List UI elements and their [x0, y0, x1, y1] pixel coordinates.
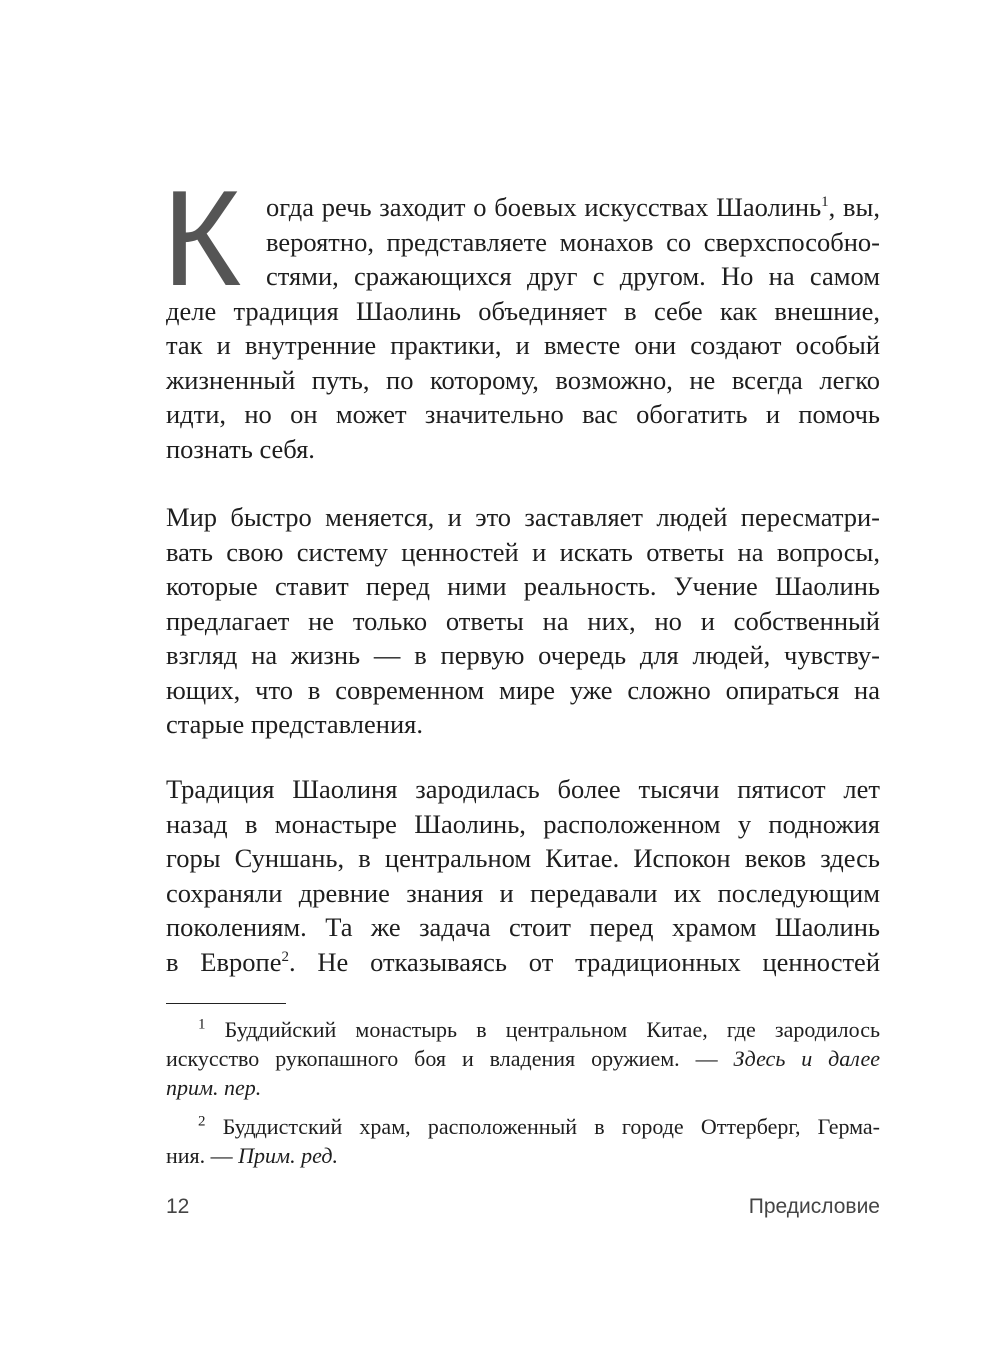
paragraph-1	[166, 190, 880, 466]
text-line: огда речь заходит о боевых искусствах Шаолинь$^1$, вы,	[266, 192, 880, 222]
footnote-divider	[166, 1003, 286, 1004]
footnotes	[166, 1015, 880, 1170]
text-line: взгляд на жизнь — в первую очередь для людей, чувству-	[166, 640, 880, 670]
text-line: деле традиция Шаолинь объединяет в себе как внешние,	[166, 295, 880, 326]
text-line: горы Суншань, в центральном Китае. Испокон веков здесь	[166, 843, 880, 873]
text-line: старые представления.	[166, 709, 423, 739]
text-line: познать себя.	[166, 433, 315, 464]
text-line: которые ставит перед ними реальность. Учение Шаолинь	[166, 571, 880, 601]
text-line: предлагает не только ответы на них, но и собственный	[166, 605, 880, 636]
footnote-line: $^1$ Буддийский монастырь в центральном Китае, где зародилось	[198, 1016, 880, 1042]
footnote-1	[166, 1015, 880, 1102]
footnote-number: 1	[198, 1016, 206, 1033]
footnote-2	[166, 1112, 880, 1170]
footnote-line: ния. — Прим. ред.	[166, 1143, 338, 1168]
text-line: вероятно, представляете монахов со сверхспособно-	[266, 226, 880, 257]
footnote-ref: 2	[281, 948, 289, 965]
paragraph-3	[166, 772, 880, 979]
text-line: идти, но он может значительно вас обогатить и помочь	[166, 399, 880, 429]
drop-cap: К	[162, 162, 242, 314]
footnote-line: искусство рукопашного боя и владения оружием. — Здесь и далее	[166, 1046, 880, 1071]
paragraph-2	[166, 500, 880, 742]
footnote-number: 2	[198, 1113, 206, 1130]
footnote-line: $^2$ Буддистский храм, расположенный в городе Оттерберг, Герма-	[198, 1113, 881, 1139]
page-footer	[166, 1195, 880, 1225]
text-line: сохраняли древние знания и передавали их последующим	[166, 877, 880, 908]
text-line: назад в монастыре Шаолинь, расположенном у подножия	[166, 808, 880, 839]
running-head: Предисловие	[748, 1195, 880, 1218]
text-line: ющих, что в современном мире уже сложно опираться на	[166, 674, 880, 705]
text-line: Традиция Шаолиня зародилась более тысячи пятисот лет	[166, 774, 880, 804]
text-line: так и внутренние практики, и вместе они создают особый	[166, 330, 880, 360]
text-line: Мир быстро меняется, и это заставляет людей пересматри-	[166, 502, 880, 532]
text-line: в Европе$^2$. Не отказываясь от традиционных ценностей	[166, 946, 880, 977]
text-line: стями, сражающихся друг с другом. Но на самом	[266, 261, 880, 291]
page-number: 12	[166, 1195, 190, 1218]
footnote-line: прим. пер.	[166, 1075, 262, 1100]
text-line: вать свою систему ценностей и искать ответы на вопросы,	[166, 536, 880, 567]
text-line: поколениям. Та же задача стоит перед храмом Шаолинь	[166, 912, 880, 942]
footnote-ref: 1	[821, 194, 829, 211]
text-line: жизненный путь, по которому, возможно, не всегда легко	[166, 364, 880, 395]
